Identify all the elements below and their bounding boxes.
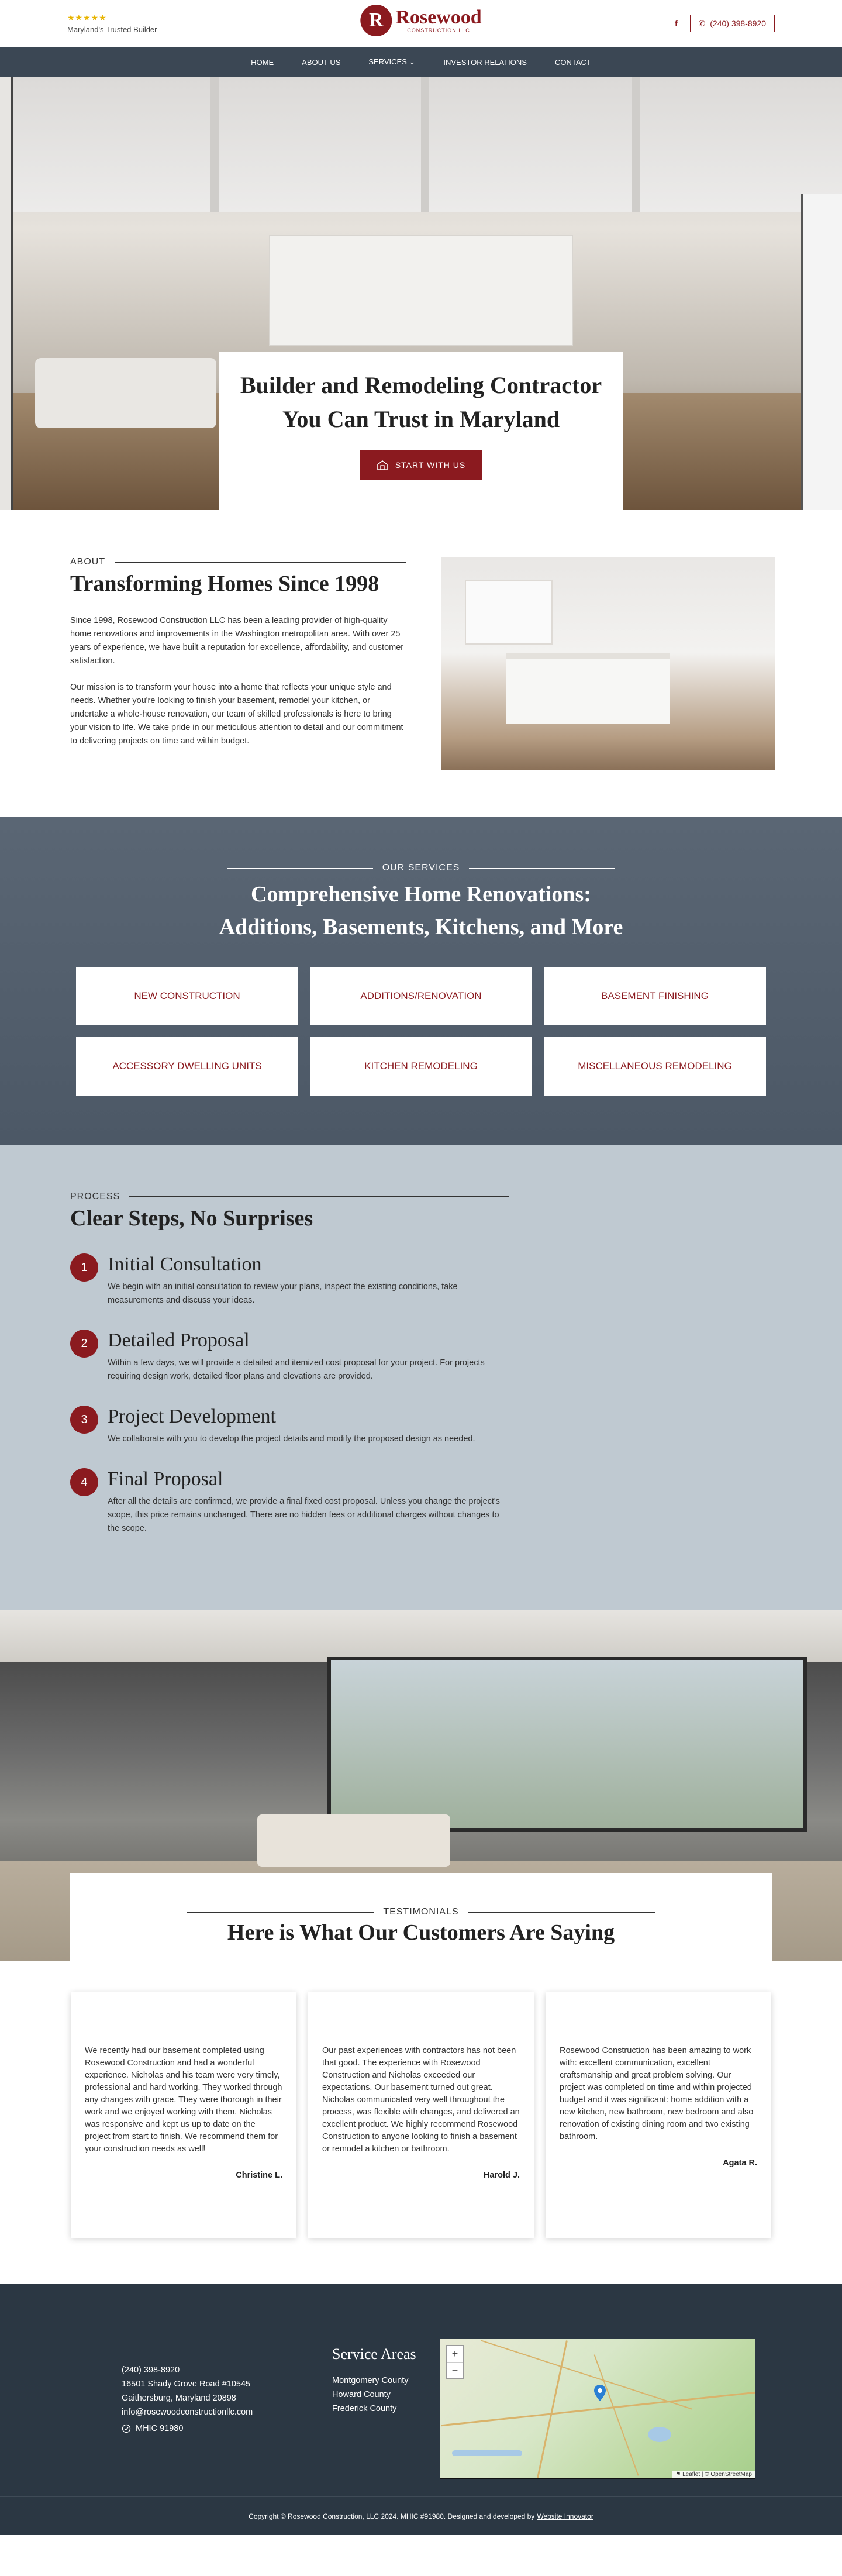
step-text: We begin with an initial consultation to review your plans, inspect the existing conditions, take measurements and discuss your ideas. xyxy=(108,1282,458,1305)
about-kitchen-image xyxy=(441,557,775,770)
hero-image-sofa xyxy=(35,358,216,428)
divider xyxy=(227,868,373,869)
process-title: Clear Steps, No Surprises xyxy=(70,1206,313,1231)
about-title: Transforming Homes Since 1998 xyxy=(70,571,379,596)
map-zoom-out-button[interactable]: − xyxy=(447,2362,463,2378)
process-step xyxy=(70,1468,772,1535)
hero-title xyxy=(219,369,623,436)
testimonials-eyebrow-label: TESTIMONIALS xyxy=(383,1907,459,1917)
nav-contact[interactable]: CONTACT xyxy=(554,57,591,67)
map-road xyxy=(481,2340,692,2409)
check-circle-icon xyxy=(122,2424,131,2433)
service-basement-finishing[interactable]: BASEMENT FINISHING xyxy=(544,967,766,1025)
step-number: 4 xyxy=(70,1468,98,1496)
testimonial-author: Harold J. xyxy=(483,2171,520,2180)
step-title: Detailed Proposal xyxy=(108,1330,250,1351)
step-text: After all the details are confirmed, we provide a final fixed cost proposal. Unless you change the project's scope, this price remains unchanged. There are no hidden fees or additional charges without changes to the scope. xyxy=(108,1497,500,1533)
phone-button[interactable] xyxy=(690,15,775,32)
step-body xyxy=(108,1330,505,1383)
start-with-us-button[interactable] xyxy=(360,450,482,480)
testimonials-heading-card xyxy=(70,1873,772,1961)
footer-address-line1: 16501 Shady Grove Road #10545 xyxy=(122,2379,251,2389)
step-title: Project Development xyxy=(108,1406,276,1427)
hero-card xyxy=(219,352,623,510)
step-title: Final Proposal xyxy=(108,1468,223,1490)
footer-contact xyxy=(122,2363,253,2436)
hero-image-pillar xyxy=(0,77,13,510)
service-accessory-dwelling-units[interactable]: ACCESSORY DWELLING UNITS xyxy=(76,1037,298,1096)
service-areas xyxy=(332,2346,416,2416)
footer-email[interactable]: info@rosewoodconstructionllc.com xyxy=(122,2408,253,2417)
testimonials-list xyxy=(0,1961,842,2284)
testimonials-banner xyxy=(0,1610,842,1961)
map-zoom-control xyxy=(446,2345,464,2379)
phone-icon: ✆ xyxy=(698,18,706,28)
divider xyxy=(115,562,406,563)
mhic-number: MHIC 91980 xyxy=(136,2424,184,2433)
step-number: 3 xyxy=(70,1406,98,1434)
services-eyebrow-label: OUR SERVICES xyxy=(382,863,460,873)
service-kitchen-remodeling[interactable]: KITCHEN REMODELING xyxy=(310,1037,532,1096)
step-number: 2 xyxy=(70,1330,98,1358)
footer-address-line2: Gaithersburg, Maryland 20898 xyxy=(122,2394,236,2403)
hero-image-beam xyxy=(632,77,640,212)
step-title: Initial Consultation xyxy=(108,1253,262,1275)
nav-investor-relations[interactable]: INVESTOR RELATIONS xyxy=(443,57,527,67)
service-area-item: Montgomery County xyxy=(332,2376,409,2385)
map-zoom-in-button[interactable]: + xyxy=(451,2347,458,2360)
about-eyebrow xyxy=(70,557,406,567)
divider xyxy=(468,1912,655,1913)
about-eyebrow-label: ABOUT xyxy=(70,557,106,567)
service-additions-renovation[interactable]: ADDITIONS/RENOVATION xyxy=(310,967,532,1025)
testimonial-author: Christine L. xyxy=(236,2171,282,2180)
map-pin-icon[interactable] xyxy=(594,2385,606,2401)
top-bar xyxy=(0,0,842,47)
kitchen-cabinets xyxy=(465,580,553,645)
rating-stars: ★★★★★ xyxy=(67,13,107,22)
divider xyxy=(469,868,615,869)
nav-home[interactable]: HOME xyxy=(251,57,274,67)
divider xyxy=(187,1912,374,1913)
service-area-item: Howard County xyxy=(332,2390,391,2399)
step-body xyxy=(108,1468,505,1535)
logo-mark: R xyxy=(360,5,392,36)
service-new-construction[interactable]: NEW CONSTRUCTION xyxy=(76,967,298,1025)
hero-image-kitchen xyxy=(269,235,573,346)
testimonial-card xyxy=(71,1992,296,2238)
hero-section xyxy=(0,77,842,510)
footer xyxy=(0,2284,842,2535)
testimonial-text: Our past experiences with contractors has not been that good. The experience with Rosewood Construction and Nicholas exceeded our expectations. Our basement turned out great. Nicholas communicated very well throughout the process, was flexible with changes, and delivered an excellent product. We highly recommend Rosewood Construction to anyone looking to finish a basement or remodel a kitchen or bathroom. xyxy=(322,2046,520,2154)
services-title-line2: Additions, Basements, Kitchens, and More xyxy=(219,915,623,939)
about-paragraph-2: Our mission is to transform your house into a home that reflects your unique style and needs. Whether you're looking to finish your basement, remodel your kitchen, or undertake a whole-house renovation, our team of skilled professionals is here to bring your vision to life. We take pride in our meticulous attention to detail and our commitment to delivering projects on time and within budget. xyxy=(70,683,403,746)
facebook-icon[interactable]: f xyxy=(668,15,685,32)
map-attribution[interactable]: ⚑ Leaflet | © OpenStreetMap xyxy=(672,2471,755,2478)
services-eyebrow xyxy=(0,863,842,873)
services-grid xyxy=(0,967,842,1096)
about-paragraph-1: Since 1998, Rosewood Construction LLC has been a leading provider of high-quality home renovations and improvements in the Washington metropolitan area. With over 25 years of experience, we have built a reputation for excellence, affordability, and customer satisfaction. xyxy=(70,616,404,666)
logo-wordmark xyxy=(395,8,481,33)
service-miscellaneous-remodeling[interactable]: MISCELLANEOUS REMODELING xyxy=(544,1037,766,1096)
map-water xyxy=(452,2450,522,2456)
copyright-text: Copyright © Rosewood Construction, LLC 2024. MHIC #91980. Designed and developed by xyxy=(249,2512,535,2520)
testimonial-text: We recently had our basement completed using Rosewood Construction and had a wonderful experience. Nicholas and his team were very timely, professional and hard working. They worked through any changes with grace. They were thorough in their work and we enjoyed working with them. Nicholas was responsive and kept us up to date on the project from start to finish. We recommend them for your construction needs as well! xyxy=(85,2046,282,2154)
process-step xyxy=(70,1406,772,1446)
banner-image-sofa xyxy=(257,1814,450,1867)
footer-mhic xyxy=(122,2422,253,2436)
process-eyebrow xyxy=(70,1191,509,1202)
service-areas-title: Service Areas xyxy=(332,2346,416,2363)
designer-link[interactable]: Website Innovator xyxy=(537,2512,593,2520)
testimonials-title: Here is What Our Customers Are Saying xyxy=(227,1920,615,1945)
testimonial-author: Agata R. xyxy=(723,2158,757,2168)
services-title xyxy=(0,878,842,943)
step-text: Within a few days, we will provide a detailed and itemized cost proposal for your project. For projects requiring design work, detailed floor plans and elevations are provided. xyxy=(108,1358,485,1381)
hero-title-line2: You Can Trust in Maryland xyxy=(282,406,560,432)
testimonial-text: Rosewood Construction has been amazing to work with: excellent communication, excellent craftsmanship and great problem solving. Our project was completed on time and within projected budget and it was significant: home addition with a new kitchen, new bathroom, new bedroom and also renovation of existing dining room and two existing bathroom. xyxy=(560,2046,754,2141)
about-text xyxy=(70,557,406,817)
nav-about-us[interactable]: ABOUT US xyxy=(302,57,341,67)
hero-image-beam xyxy=(210,77,219,212)
testimonial-card xyxy=(308,1992,534,2238)
process-eyebrow-label: PROCESS xyxy=(70,1191,120,1201)
hero-image-door xyxy=(801,194,842,510)
nav-services[interactable]: SERVICES ⌄ xyxy=(368,57,416,66)
tagline: Maryland's Trusted Builder xyxy=(67,25,157,34)
map-water xyxy=(648,2427,671,2442)
cta-label: START WITH US xyxy=(395,460,466,470)
services-title-line1: Comprehensive Home Renovations: xyxy=(251,882,591,907)
divider xyxy=(129,1196,509,1197)
step-text: We collaborate with you to develop the project details and modify the proposed design as needed. xyxy=(108,1434,475,1444)
about-section xyxy=(0,510,842,817)
phone-number: (240) 398-8920 xyxy=(710,19,766,28)
logo-subtitle: CONSTRUCTION LLC xyxy=(407,27,470,33)
services-section xyxy=(0,817,842,1145)
site-logo[interactable] xyxy=(360,5,481,36)
testimonial-card xyxy=(546,1992,771,2238)
hero-image-beam xyxy=(421,77,429,212)
process-step xyxy=(70,1253,772,1307)
step-body xyxy=(108,1406,505,1446)
rating-block xyxy=(67,13,157,34)
banner-image-window xyxy=(327,1657,807,1832)
kitchen-island xyxy=(506,653,670,724)
process-step xyxy=(70,1330,772,1383)
banner-image-ceiling xyxy=(0,1610,842,1662)
service-area-item: Frederick County xyxy=(332,2404,397,2413)
footer-phone[interactable]: (240) 398-8920 xyxy=(122,2365,180,2375)
house-icon xyxy=(377,460,388,470)
step-body xyxy=(108,1253,505,1307)
testimonials-eyebrow xyxy=(70,1907,772,1917)
map-road xyxy=(537,2340,568,2478)
step-number: 1 xyxy=(70,1253,98,1282)
service-map[interactable] xyxy=(440,2339,755,2479)
main-nav xyxy=(0,47,842,77)
top-actions xyxy=(668,15,775,32)
logo-name: Rosewood xyxy=(395,6,482,28)
copyright-bar xyxy=(0,2496,842,2535)
map-road xyxy=(593,2354,639,2475)
hero-title-line1: Builder and Remodeling Contractor xyxy=(240,372,602,398)
process-section xyxy=(0,1145,842,1610)
